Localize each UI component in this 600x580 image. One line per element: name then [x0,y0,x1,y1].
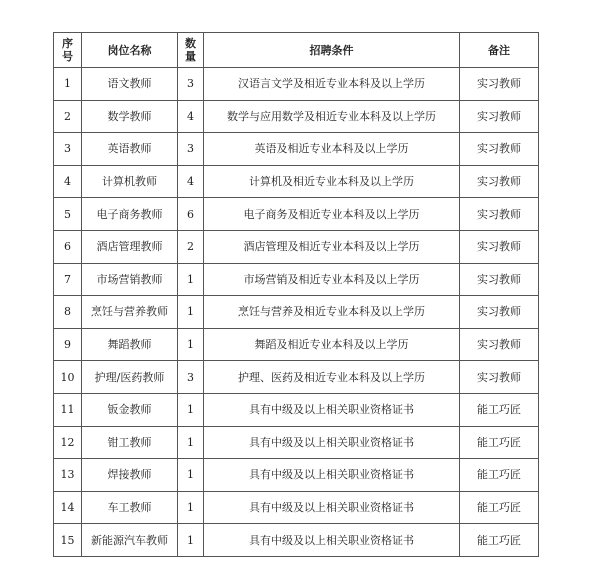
cell-note: 能工巧匠 [460,524,539,557]
cell-note: 实习教师 [460,230,539,263]
cell-count: 1 [178,296,204,329]
cell-count: 3 [178,361,204,394]
table-body [54,68,539,557]
cell-note: 实习教师 [460,296,539,329]
cell-no: 6 [54,230,82,263]
table-row [54,198,539,231]
table-row [54,328,539,361]
cell-count: 2 [178,230,204,263]
cell-note: 实习教师 [460,133,539,166]
cell-note: 实习教师 [460,263,539,296]
table-row [54,459,539,492]
cell-note: 实习教师 [460,68,539,101]
table-row [54,230,539,263]
cell-note: 实习教师 [460,165,539,198]
cell-position: 护理/医药教师 [82,361,178,394]
recruitment-table [53,32,539,557]
cell-count: 3 [178,133,204,166]
cell-position: 数学教师 [82,100,178,133]
cell-requirements: 英语及相近专业本科及以上学历 [204,133,460,166]
table-row [54,68,539,101]
cell-no: 9 [54,328,82,361]
cell-requirements: 数学与应用数学及相近专业本科及以上学历 [204,100,460,133]
cell-no: 3 [54,133,82,166]
cell-requirements: 市场营销及相近专业本科及以上学历 [204,263,460,296]
header-count: 数 量 [178,33,204,68]
table-row [54,524,539,557]
cell-requirements: 电子商务及相近专业本科及以上学历 [204,198,460,231]
header-row [54,33,539,68]
cell-count: 6 [178,198,204,231]
cell-no: 8 [54,296,82,329]
cell-requirements: 具有中级及以上相关职业资格证书 [204,393,460,426]
cell-count: 1 [178,459,204,492]
cell-position: 钣金教师 [82,393,178,426]
cell-count: 1 [178,491,204,524]
cell-position: 车工教师 [82,491,178,524]
cell-position: 钳工教师 [82,426,178,459]
header-no: 序 号 [54,33,82,68]
cell-position: 电子商务教师 [82,198,178,231]
table-row [54,491,539,524]
cell-no: 14 [54,491,82,524]
table-row [54,263,539,296]
cell-requirements: 具有中级及以上相关职业资格证书 [204,426,460,459]
cell-note: 能工巧匠 [460,491,539,524]
cell-note: 实习教师 [460,361,539,394]
header-note: 备注 [460,33,539,68]
table-row [54,133,539,166]
cell-no: 2 [54,100,82,133]
cell-requirements: 汉语言文学及相近专业本科及以上学历 [204,68,460,101]
cell-position: 新能源汽车教师 [82,524,178,557]
cell-no: 15 [54,524,82,557]
cell-no: 12 [54,426,82,459]
cell-requirements: 酒店管理及相近专业本科及以上学历 [204,230,460,263]
table-row [54,100,539,133]
cell-note: 实习教师 [460,100,539,133]
table-row [54,165,539,198]
table-row [54,393,539,426]
cell-count: 4 [178,165,204,198]
cell-requirements: 烹饪与营养及相近专业本科及以上学历 [204,296,460,329]
cell-requirements: 舞蹈及相近专业本科及以上学历 [204,328,460,361]
cell-count: 4 [178,100,204,133]
table-header [54,33,539,68]
cell-count: 1 [178,426,204,459]
cell-position: 语文教师 [82,68,178,101]
cell-requirements: 具有中级及以上相关职业资格证书 [204,459,460,492]
table-row [54,361,539,394]
cell-no: 1 [54,68,82,101]
cell-requirements: 具有中级及以上相关职业资格证书 [204,524,460,557]
cell-requirements: 计算机及相近专业本科及以上学历 [204,165,460,198]
cell-count: 1 [178,328,204,361]
header-position: 岗位名称 [82,33,178,68]
cell-note: 能工巧匠 [460,459,539,492]
cell-position: 市场营销教师 [82,263,178,296]
header-requirements: 招聘条件 [204,33,460,68]
cell-requirements: 护理、医药及相近专业本科及以上学历 [204,361,460,394]
cell-note: 能工巧匠 [460,426,539,459]
cell-no: 7 [54,263,82,296]
cell-position: 烹饪与营养教师 [82,296,178,329]
cell-count: 1 [178,524,204,557]
table-row [54,426,539,459]
table-row [54,296,539,329]
cell-note: 实习教师 [460,198,539,231]
cell-position: 焊接教师 [82,459,178,492]
cell-no: 13 [54,459,82,492]
cell-count: 1 [178,263,204,296]
cell-note: 实习教师 [460,328,539,361]
cell-no: 11 [54,393,82,426]
cell-count: 1 [178,393,204,426]
cell-requirements: 具有中级及以上相关职业资格证书 [204,491,460,524]
cell-no: 4 [54,165,82,198]
cell-note: 能工巧匠 [460,393,539,426]
cell-count: 3 [178,68,204,101]
cell-no: 10 [54,361,82,394]
cell-no: 5 [54,198,82,231]
cell-position: 舞蹈教师 [82,328,178,361]
cell-position: 酒店管理教师 [82,230,178,263]
cell-position: 英语教师 [82,133,178,166]
cell-position: 计算机教师 [82,165,178,198]
